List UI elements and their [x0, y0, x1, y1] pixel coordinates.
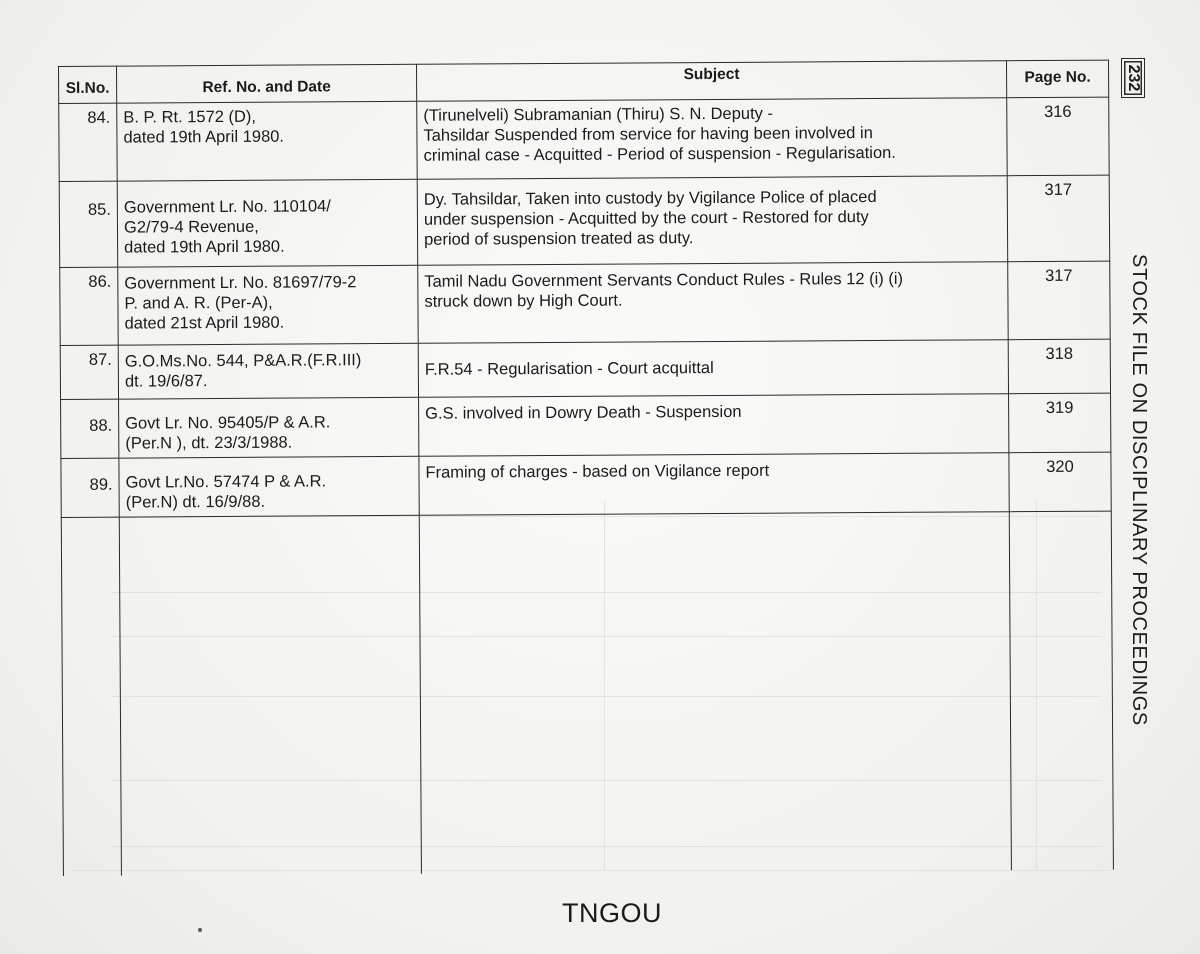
page-cell: 319 — [1009, 393, 1111, 453]
ref-cell — [118, 265, 418, 345]
table-row — [61, 393, 1111, 458]
ref-cell — [119, 397, 419, 458]
header-subject: Subject — [416, 61, 1006, 102]
empty-cell — [419, 512, 1011, 874]
ref-line: P. and A. R. (Per-A), — [124, 293, 273, 313]
ref-line: G2/79-4 Revenue, — [123, 217, 259, 237]
page-number-box — [1121, 58, 1145, 98]
header-ref-no-date: Ref. No. and Date — [117, 64, 417, 103]
page-cell: 316 — [1007, 97, 1109, 176]
ref-line: B. P. Rt. 1572 (D), — [123, 107, 257, 127]
ref-line: dated 19th April 1980. — [123, 127, 285, 147]
subject-line: Dy. Tahsildar, Taken into custody by Vigilance Police of placed — [423, 188, 877, 209]
subject-line: Framing of charges - based on Vigilance report — [425, 461, 770, 482]
ref-line: Government Lr. No. 81697/79-2 — [124, 273, 357, 293]
ref-line: Govt Lr. No. 95405/P & A.R. — [125, 413, 331, 433]
subject-cell — [417, 176, 1008, 266]
subject-line: Tahsildar Suspended from service for having been involved in — [423, 124, 873, 145]
ref-line: Govt Lr.No. 57474 P & A.R. — [125, 472, 327, 492]
sl-no-cell: 86. — [60, 267, 118, 345]
empty-cell — [61, 517, 121, 875]
subject-cell — [419, 394, 1009, 457]
page-cell: 320 — [1009, 452, 1111, 512]
side-title: STOCK FILE ON DISCIPLINARY PROCEEDINGS — [1128, 254, 1150, 726]
index-table — [58, 60, 1114, 876]
subject-cell — [418, 340, 1008, 398]
subject-cell — [417, 98, 1007, 180]
subject-line: Tamil Nadu Government Servants Conduct Rules - Rules 12 (i) (i) — [424, 269, 904, 291]
sl-no-cell: 88. — [61, 399, 119, 458]
sl-no-cell: 89. — [61, 458, 119, 517]
ref-cell — [117, 179, 418, 267]
footer-label: TNGOU — [562, 898, 662, 928]
subject-line: (Tirunelveli) Subramanian (Thiru) S. N. Deputy - — [423, 104, 774, 125]
page-cell: 317 — [1007, 175, 1110, 262]
ref-cell — [119, 456, 419, 517]
table-row — [61, 452, 1111, 517]
empty-row — [61, 511, 1113, 875]
empty-cell — [119, 515, 421, 875]
ref-line: G.O.Ms.No. 544, P&A.R.(F.R.III) — [124, 351, 362, 371]
empty-cell — [1009, 511, 1113, 870]
scan-speck — [198, 928, 202, 932]
header-row — [59, 60, 1109, 103]
subject-cell — [418, 262, 1008, 344]
ref-line: dt. 19/6/87. — [124, 372, 208, 391]
ref-line: dated 19th April 1980. — [124, 237, 285, 257]
subject-line: criminal case - Acquitted - Period of suspension - Regularisation. — [423, 143, 896, 165]
page-cell: 317 — [1008, 261, 1110, 340]
ref-line: (Per.N) dt. 16/9/88. — [125, 492, 266, 512]
ref-line: dated 21st April 1980. — [124, 313, 285, 333]
sl-no-cell: 84. — [59, 103, 117, 181]
subject-cell — [419, 453, 1009, 516]
subject-line: period of suspension treated as duty. — [424, 229, 694, 249]
subject-line: G.S. involved in Dowry Death - Suspension — [425, 402, 742, 423]
subject-line: struck down by High Court. — [424, 291, 623, 311]
ref-line: Government Lr. No. 110104/ — [123, 197, 331, 217]
subject-line: under suspension - Acquitted by the court - Restored for duty — [423, 208, 869, 229]
table-row — [59, 97, 1109, 181]
ref-line: (Per.N ), dt. 23/3/1988. — [125, 433, 293, 453]
table-row — [60, 261, 1110, 345]
table-row — [60, 339, 1110, 399]
ref-cell — [117, 101, 417, 181]
footer — [0, 898, 1200, 929]
subject-line: F.R.54 - Regularisation - Court acquittal — [424, 359, 714, 379]
header-page-no: Page No. — [1006, 60, 1108, 98]
header-sl-no: Sl.No. — [59, 66, 117, 103]
sl-no-cell: 87. — [60, 345, 118, 399]
table-row — [59, 175, 1110, 267]
page-number: 232 — [1125, 64, 1142, 92]
page-cell: 318 — [1008, 339, 1110, 394]
sl-no-cell: 85. — [59, 181, 118, 267]
ref-cell — [118, 343, 418, 399]
